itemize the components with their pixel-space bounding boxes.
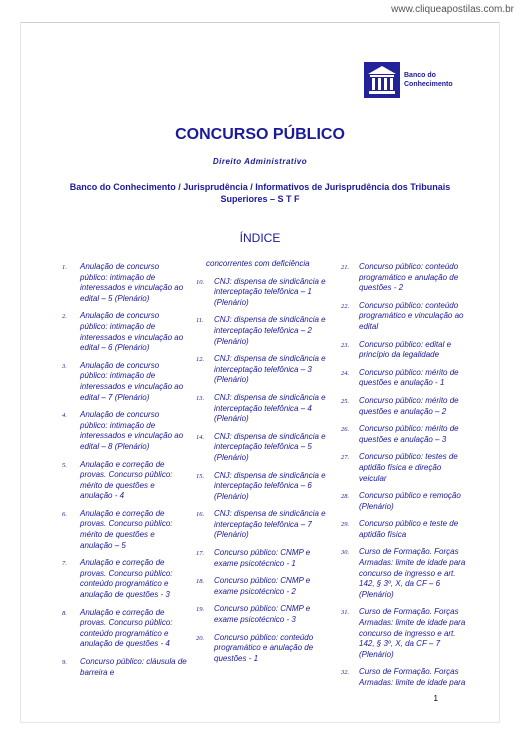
index-column-2 <box>196 259 326 671</box>
index-item-number: 10. <box>196 278 205 286</box>
index-item-text: CNJ: dispensa de sindicância e interceptação telefônica – 7 (Plenário) <box>214 509 326 540</box>
logo-line1: Banco do <box>404 72 436 79</box>
index-item-number: 24. <box>341 369 350 377</box>
index-item-number: 31. <box>341 609 350 617</box>
index-item-number: 6. <box>62 510 67 518</box>
index-item-number: 29. <box>341 521 350 529</box>
index-item[interactable] <box>62 657 188 678</box>
index-item[interactable] <box>196 548 326 569</box>
index-item[interactable] <box>341 368 471 389</box>
index-item-text: Concurso público: CNMP e exame psicotécnico - 1 <box>214 548 311 568</box>
index-column-1 <box>62 262 188 685</box>
index-item-text: Concurso público: mérito de questões e anulação – 3 <box>359 424 459 444</box>
index-item-text: Anulação de concurso público: intimação de interessados e vinculação ao edital – 8 (Plenário) <box>80 410 184 451</box>
index-item-text: Curso de Formação. Forças Armadas: limite de idade para concurso de ingresso e art. 142, § 3º, X, da CF – 6 (Plenário) <box>359 547 466 599</box>
index-item-number: 13. <box>196 394 205 402</box>
index-item-text: Concurso público: conteúdo programático e anulação de questões - 2 <box>359 262 459 293</box>
index-item-text: Anulação de concurso público: intimação de interessados e vinculação ao edital – 7 (Plenário) <box>80 360 184 402</box>
index-item-number: 25. <box>341 397 350 405</box>
index-item[interactable] <box>196 576 326 597</box>
index-item-number: 20. <box>196 634 205 642</box>
index-item-text: Concurso público: cláusula de barreira e <box>80 657 187 677</box>
banco-conhecimento-logo <box>364 62 466 98</box>
index-item[interactable] <box>62 558 188 600</box>
index-item[interactable] <box>196 315 326 347</box>
index-item-text: Anulação e correção de provas. Concurso público: mérito de questões e anulação – 5 <box>80 508 173 550</box>
index-item-number: 7. <box>62 560 67 568</box>
index-item[interactable] <box>196 604 326 625</box>
index-item[interactable] <box>196 432 326 464</box>
index-item[interactable] <box>341 396 471 417</box>
index-item-text: CNJ: dispensa de sindicância e interceptação telefônica – 6 (Plenário) <box>214 470 326 501</box>
watermark-url: www.cliqueapostilas.com.br <box>391 4 514 15</box>
building-icon <box>364 62 400 98</box>
index-item-text: Anulação de concurso público: intimação de interessados e vinculação ao edital – 6 (Plenário) <box>80 311 184 353</box>
index-item-number: 16. <box>196 511 205 519</box>
page-title: CONCURSO PÚBLICO <box>175 126 345 143</box>
index-item[interactable] <box>341 340 471 361</box>
index-item[interactable] <box>62 262 188 304</box>
index-item[interactable] <box>341 547 471 600</box>
index-item-number: 1. <box>62 264 67 271</box>
index-item[interactable] <box>196 354 326 386</box>
index-item-number: 19. <box>196 606 205 614</box>
index-item-text: Concurso público e remoção (Plenário) <box>359 491 461 511</box>
index-item[interactable] <box>196 393 326 425</box>
index-item-number: 2. <box>62 313 67 321</box>
index-item-number: 14. <box>196 433 205 441</box>
index-item-text: CNJ: dispensa de sindicância e interceptação telefônica – 2 (Plenário) <box>214 315 326 346</box>
index-item-text: Concurso público e teste de aptidão física <box>359 519 459 539</box>
index-item[interactable] <box>62 460 188 502</box>
page-subtitle: Direito Administrativo <box>212 157 308 166</box>
index-item-number: 8. <box>62 609 67 617</box>
index-item-number: 15. <box>196 472 205 480</box>
logo-text <box>404 71 453 89</box>
index-item[interactable] <box>341 301 471 333</box>
index-item-number: 3. <box>62 362 67 370</box>
index-item-number: 30. <box>341 549 350 557</box>
index-item-number: 27. <box>341 454 350 462</box>
index-item-text: Concurso público: conteúdo programático e vinculação ao edital <box>359 300 464 331</box>
index-item[interactable] <box>341 667 471 688</box>
index-title: ÍNDICE <box>239 231 281 245</box>
index-item-text: CNJ: dispensa de sindicância e interceptação telefônica – 1 (Plenário) <box>214 276 326 307</box>
index-item-number: 23. <box>341 341 350 349</box>
index-item-text: Concurso público: mérito de questões e anulação – 2 <box>359 395 459 416</box>
index-item[interactable] <box>341 262 471 294</box>
index-item-number: 5. <box>62 461 67 469</box>
index-item-number: 22. <box>341 302 350 310</box>
index-item[interactable] <box>196 509 326 541</box>
index-item-number: 9. <box>62 659 67 666</box>
index-item-text: Curso de Formação. Forças Armadas: limite de idade para <box>359 667 466 687</box>
index-item-continuation: concorrentes com deficiência <box>206 259 310 268</box>
index-item-number: 21. <box>341 264 350 271</box>
index-item-text: Anulação e correção de provas. Concurso público: conteúdo programático e anulação de questões - 4 <box>80 607 173 649</box>
index-item[interactable] <box>62 361 188 403</box>
index-item[interactable] <box>196 277 326 309</box>
index-item-text: CNJ: dispensa de sindicância e interceptação telefônica – 3 (Plenário) <box>214 354 326 385</box>
index-item[interactable] <box>341 607 471 660</box>
index-item-text: Curso de Formação. Forças Armadas: limite de idade para concurso de ingresso e art. 142, § 3º, X, da CF – 7 (Plenário) <box>359 607 466 659</box>
index-item-text: Concurso público: testes de aptidão física e direção veicular <box>359 452 458 483</box>
index-item-text: Anulação e correção de provas. Concurso público: conteúdo programático e anulação de questões - 3 <box>80 558 173 600</box>
index-item-number: 12. <box>196 356 205 364</box>
index-item-text: CNJ: dispensa de sindicância e interceptação telefônica – 4 (Plenário) <box>214 392 326 424</box>
page-border-bottom <box>20 722 500 723</box>
index-item[interactable] <box>62 608 188 650</box>
index-item-text: Concurso público: mérito de questões e anulação - 1 <box>359 367 459 388</box>
page-border-top <box>20 22 500 23</box>
logo-line2: Conhecimento <box>404 81 453 88</box>
page-number: 1 <box>433 694 438 703</box>
index-item-text: Anulação de concurso público: intimação de interessados e vinculação ao edital – 5 (Plenário) <box>80 262 184 303</box>
index-item-number: 11. <box>196 317 204 325</box>
index-item[interactable] <box>341 452 471 484</box>
section-heading: Banco do Conhecimento / Jurisprudência / Informativos de Jurisprudência dos Tribunais Superiores – S T F <box>69 182 451 204</box>
index-item[interactable] <box>196 633 326 665</box>
index-item[interactable] <box>196 471 326 503</box>
index-item-text: Anulação e correção de provas. Concurso público: mérito de questões e anulação - 4 <box>80 459 173 501</box>
index-item[interactable] <box>341 491 471 512</box>
index-item-number: 32. <box>341 669 350 677</box>
index-item-number: 18. <box>196 578 205 586</box>
index-item-text: Concurso público: CNMP e exame psicotécnico - 2 <box>214 576 311 596</box>
index-column-3 <box>341 262 471 696</box>
index-item[interactable] <box>341 424 471 445</box>
index-item-number: 17. <box>196 550 205 558</box>
index-item[interactable] <box>62 410 188 452</box>
index-item[interactable] <box>341 519 471 540</box>
index-item-text: Concurso público: conteúdo programático e anulação de questões - 1 <box>214 632 314 663</box>
index-item-text: Concurso público: edital e princípio da legalidade <box>359 339 452 360</box>
index-item-number: 4. <box>62 412 67 420</box>
index-item-number: 26. <box>341 426 350 434</box>
index-item-text: Concurso público: CNMP e exame psicotécnico - 3 <box>214 604 311 625</box>
index-item[interactable] <box>62 311 188 353</box>
index-item-text: CNJ: dispensa de sindicância e interceptação telefônica – 5 (Plenário) <box>214 431 326 462</box>
index-item-number: 28. <box>341 493 350 501</box>
index-item[interactable] <box>62 509 188 551</box>
